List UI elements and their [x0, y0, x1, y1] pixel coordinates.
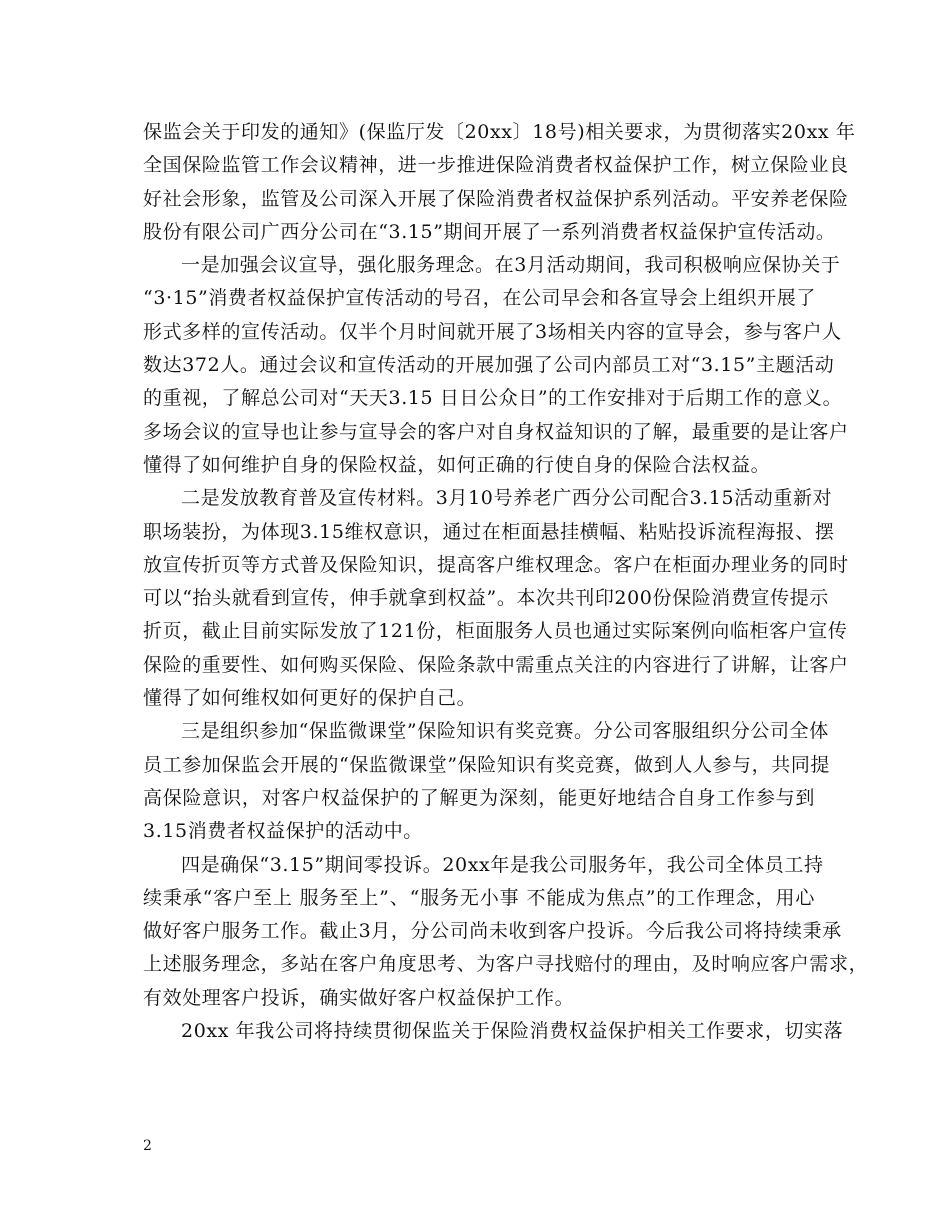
- text-line: 高保险意识，对客户权益保护的了解更为深刻，能更好地结合自身工作参与到: [143, 786, 815, 809]
- text-line: 全国保险监管工作会议精神，进一步推进保险消费者权益保护工作，树立保险业良: [143, 154, 849, 177]
- text-line: 四是确保“3.15”期间零投诉。20xx年是我公司服务年，我公司全体员工持: [181, 853, 824, 876]
- text-line: 的重视，了解总公司对“天天3.15 日日公众日”的工作安排对于后期工作的意义。: [143, 387, 843, 410]
- text-line: 折页，截止目前实际发放了121份，柜面服务人员也通过实际案例向临柜客户宣传: [143, 620, 848, 643]
- text-line: 职场装扮，为体现3.15维权意识，通过在柜面悬挂横幅、粘贴投诉流程海报、摆: [143, 520, 835, 543]
- text-line: 续秉承“客户至上 服务至上”、“服务无小事 不能成为焦点”的工作理念，用心: [143, 886, 815, 909]
- text-line: 3.15消费者权益保护的活动中。: [143, 820, 423, 843]
- text-line: 一是加强会议宣导，强化服务理念。在3月活动期间，我司积极响应保协关于: [181, 254, 841, 277]
- text-line: “3·15”消费者权益保护宣传活动的号召，在公司早会和各宣导会上组织开展了: [143, 287, 816, 310]
- text-line: 好社会形象，监管及公司深入开展了保险消费者权益保护系列活动。平安养老保险: [143, 187, 849, 210]
- text-line: 员工参加保监会开展的“保监微课堂”保险知识有奖竞赛，做到人人参与，共同提: [143, 753, 831, 776]
- text-line: 懂得了如何维护自身的保险权益，如何正确的行使自身的保险合法权益。: [143, 453, 771, 476]
- paragraph: [143, 482, 849, 715]
- text-line: 保监会关于印发的通知》(保监厅发〔20xx〕18号)相关要求，为贯彻落实20xx 年: [143, 121, 856, 143]
- document-body: [143, 116, 869, 1048]
- paragraph: [143, 249, 849, 482]
- text-line: 多场会议的宣导也让参与宣导会的客户对自身权益知识的了解，最重要的是让客户: [143, 420, 849, 443]
- text-line: 三是组织参加“保监微课堂”保险知识有奖竞赛。分公司客服组织分公司全体: [181, 720, 829, 743]
- paragraph: [143, 1015, 844, 1048]
- text-line: 股份有限公司广西分公司在“3.15”期间开展了一系列消费者权益保护宣传活动。: [143, 220, 836, 243]
- text-line: 做好客户服务工作。截止3月，分公司尚未收到客户投诉。今后我公司将持续秉承: [143, 920, 842, 943]
- text-line: 上述服务理念，多站在客户角度思考、为客户寻找赔付的理由，及时响应客户需求，: [143, 953, 869, 976]
- text-line: 二是发放教育普及宣传材料。3月10号养老广西分公司配合3.15活动重新对: [181, 487, 833, 510]
- text-line: 懂得了如何维权如何更好的保护自己。: [143, 687, 477, 710]
- paragraph: [143, 849, 869, 1015]
- paragraph: [143, 715, 831, 848]
- text-line: 数达372人。通过会议和宣传活动的开展加强了公司内部员工对“3.15”主题活动: [143, 354, 835, 377]
- text-line: 放宣传折页等方式普及保险知识，提高客户维权理念。客户在柜面办理业务的同时: [143, 553, 849, 576]
- text-line: 有效处理客户投诉，确实做好客户权益保护工作。: [143, 986, 575, 1009]
- page-number: 2: [143, 1138, 152, 1154]
- text-line: 20xx 年我公司将持续贯彻保监关于保险消费权益保护相关工作要求，切实落: [181, 1020, 844, 1043]
- text-line: 可以“抬头就看到宣传，伸手就拿到权益”。本次共刊印200份保险消费宣传提示: [143, 587, 829, 610]
- paragraph: [143, 116, 856, 249]
- text-line: 保险的重要性、如何购买保险、保险条款中需重点关注的内容进行了讲解，让客户: [143, 653, 849, 676]
- text-line: 形式多样的宣传活动。仅半个月时间就开展了3场相关内容的宣导会，参与客户人: [143, 320, 842, 343]
